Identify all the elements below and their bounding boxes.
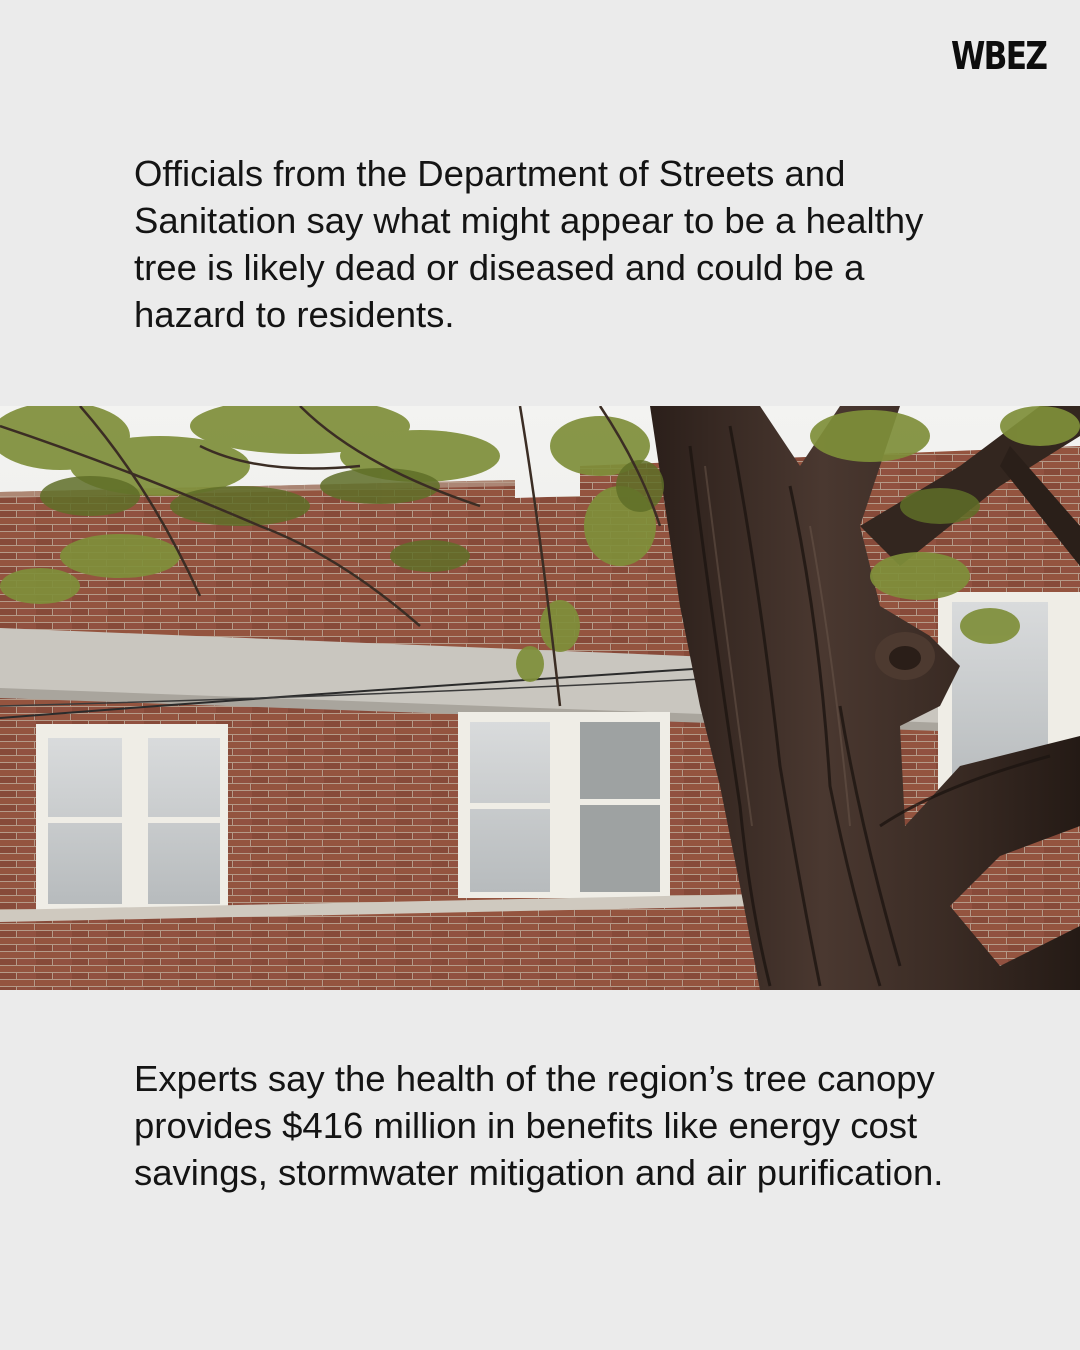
tree-building-photo [0, 406, 1080, 990]
bottom-paragraph: Experts say the health of the region’s tree canopy provides $416 million in benefits like energy cost savings, stormwater mitigation and air purification. [134, 1058, 944, 1193]
wbez-logo: WBEZ [950, 34, 1046, 78]
top-paragraph: Officials from the Department of Streets and Sanitation say what might appear to be a healthy tree is likely dead or diseased and could be a hazard to residents. [134, 153, 924, 335]
